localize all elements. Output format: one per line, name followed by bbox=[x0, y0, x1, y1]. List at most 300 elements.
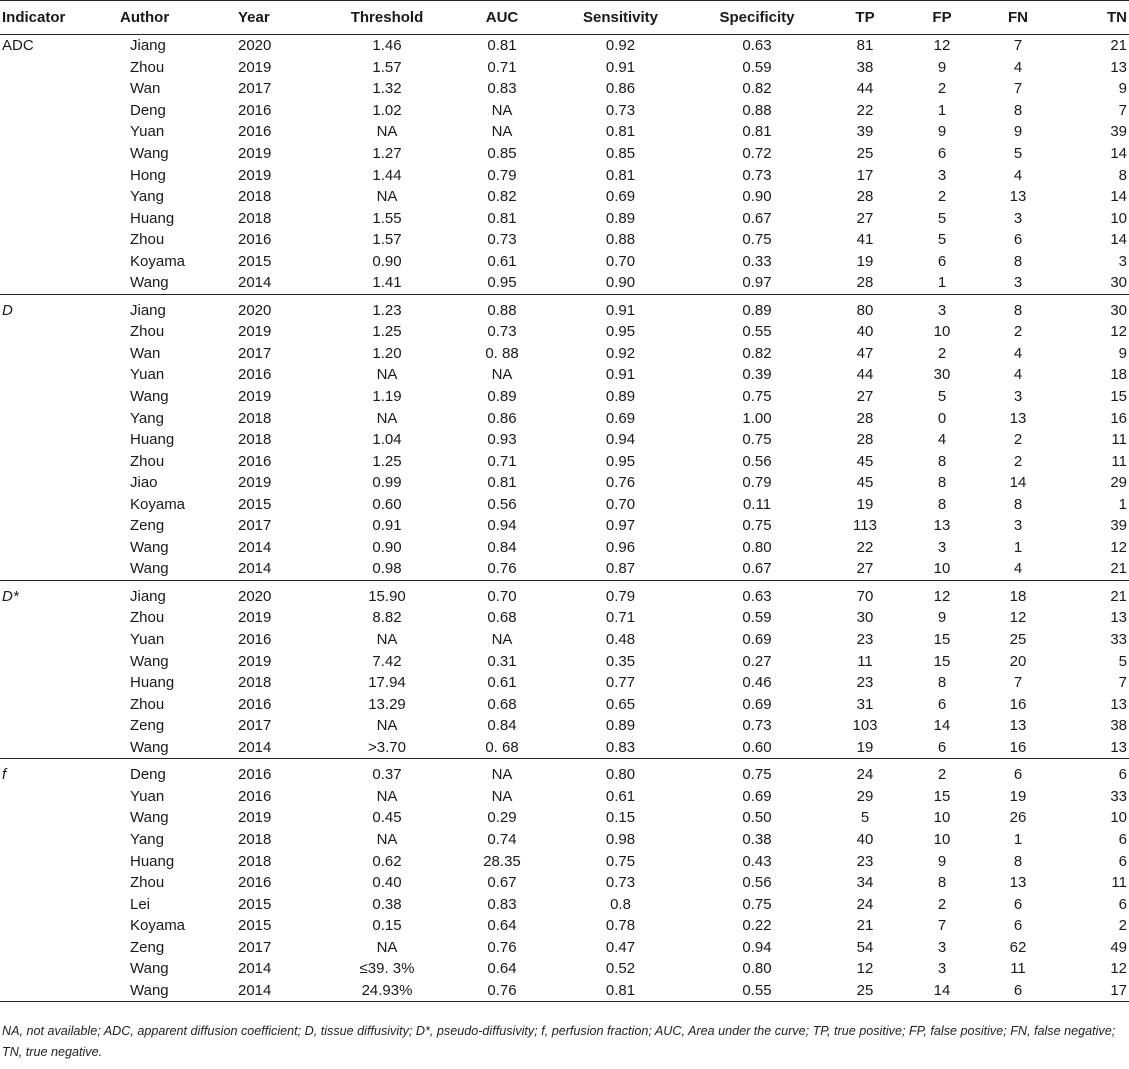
threshold-cell: NA bbox=[376, 409, 398, 427]
fn-cell: 13 bbox=[1009, 409, 1027, 427]
threshold-cell: 1.25 bbox=[372, 452, 402, 470]
fn-cell: 4 bbox=[1013, 166, 1023, 184]
auc-cell: 0.64 bbox=[487, 917, 517, 935]
table-row bbox=[0, 407, 1129, 429]
threshold-cell: 0.37 bbox=[372, 766, 402, 784]
auc-cell: NA bbox=[491, 366, 513, 384]
tp-cell: 11 bbox=[857, 652, 873, 670]
tn-cell: 33 bbox=[1110, 631, 1127, 649]
tp-cell: 19 bbox=[856, 495, 874, 513]
tn-cell: 12 bbox=[1110, 538, 1127, 556]
fp-cell: 10 bbox=[933, 830, 951, 848]
sensitivity-cell: 0.92 bbox=[605, 344, 636, 362]
threshold-cell: NA bbox=[376, 631, 398, 649]
specificity-cell: 0.27 bbox=[742, 652, 772, 670]
sensitivity-cell: 0.89 bbox=[605, 209, 636, 227]
author-cell: Zeng bbox=[130, 717, 165, 735]
sensitivity-cell: 0.80 bbox=[605, 766, 636, 784]
table-row bbox=[0, 78, 1129, 100]
auc-cell: NA bbox=[491, 123, 513, 141]
threshold-cell: >3.70 bbox=[323, 737, 451, 759]
threshold-cell: 13.29 bbox=[368, 695, 406, 713]
tp-cell: 45 bbox=[856, 452, 874, 470]
table-row bbox=[0, 57, 1129, 79]
indicator-cell bbox=[0, 786, 118, 808]
sensitivity-cell: 0.73 bbox=[605, 874, 636, 892]
sensitivity-cell: 0.69 bbox=[605, 188, 636, 206]
specificity-cell: 0.63 bbox=[742, 587, 772, 605]
specificity-cell: 0.55 bbox=[688, 980, 826, 1002]
year-cell: 2019 bbox=[238, 809, 272, 827]
threshold-cell: 1.41 bbox=[323, 272, 451, 294]
fn-cell: 8 bbox=[1013, 852, 1023, 870]
fn-cell: 62 bbox=[1009, 938, 1027, 956]
specificity-cell: 0.67 bbox=[688, 558, 826, 580]
auc-cell: 0.29 bbox=[487, 809, 517, 827]
year-cell: 2016 bbox=[238, 695, 272, 713]
specificity-cell: 0.39 bbox=[742, 366, 772, 384]
year-cell: 2015 bbox=[238, 252, 272, 270]
sensitivity-cell: 0.75 bbox=[605, 852, 636, 870]
table-row bbox=[0, 294, 1129, 321]
fp-cell: 8 bbox=[937, 474, 947, 492]
specificity-cell: 0.67 bbox=[742, 209, 772, 227]
fn-cell: 20 bbox=[1009, 652, 1027, 670]
year-cell: 2016 bbox=[238, 874, 272, 892]
sensitivity-cell: 0.89 bbox=[605, 388, 636, 406]
sensitivity-cell: 0.81 bbox=[553, 980, 688, 1002]
specificity-cell: 0.82 bbox=[742, 80, 772, 98]
auc-cell: 0.83 bbox=[487, 80, 517, 98]
fp-cell: 3 bbox=[937, 938, 947, 956]
fp-cell: 1 bbox=[904, 272, 980, 294]
indicator-cell bbox=[0, 143, 118, 165]
specificity-cell: 0.73 bbox=[742, 717, 772, 735]
threshold-cell: NA bbox=[376, 123, 398, 141]
specificity-cell: 0.38 bbox=[742, 830, 772, 848]
threshold-cell: 1.04 bbox=[372, 431, 402, 449]
author-cell: Jiao bbox=[130, 474, 158, 492]
fn-cell: 6 bbox=[1013, 766, 1023, 784]
year-cell: 2020 bbox=[238, 37, 272, 55]
table-row bbox=[0, 850, 1129, 872]
specificity-cell: 0.22 bbox=[742, 917, 772, 935]
sensitivity-cell: 0.76 bbox=[605, 474, 636, 492]
specificity-cell: 0.94 bbox=[742, 938, 772, 956]
specificity-cell: 0.46 bbox=[742, 674, 772, 692]
fp-cell: 10 bbox=[933, 323, 951, 341]
tn-cell: 6 bbox=[1118, 852, 1127, 870]
table-row bbox=[0, 958, 1129, 980]
auc-cell: 0.31 bbox=[487, 652, 517, 670]
specificity-cell: 0.75 bbox=[742, 517, 772, 535]
fn-cell: 4 bbox=[1013, 58, 1023, 76]
author-cell: Yuan bbox=[130, 631, 165, 649]
fp-cell: 30 bbox=[933, 366, 951, 384]
indicator-cell bbox=[0, 321, 118, 343]
fp-cell: 7 bbox=[937, 917, 947, 935]
auc-cell: NA bbox=[491, 787, 513, 805]
fn-cell: 16 bbox=[1009, 695, 1027, 713]
tp-cell: 21 bbox=[856, 917, 874, 935]
table-row bbox=[0, 607, 1129, 629]
indicator-cell bbox=[0, 229, 118, 251]
tn-cell: 11 bbox=[1111, 874, 1127, 892]
fp-cell: 2 bbox=[937, 344, 947, 362]
fn-cell: 6 bbox=[1013, 917, 1023, 935]
indicator-cell bbox=[0, 958, 118, 980]
tp-cell: 23 bbox=[856, 631, 874, 649]
sensitivity-cell: 0.52 bbox=[605, 960, 636, 978]
header-tn: TN bbox=[1056, 1, 1129, 35]
table-row bbox=[0, 872, 1129, 894]
specificity-cell: 0.11 bbox=[742, 495, 772, 513]
fn-cell: 7 bbox=[1013, 674, 1023, 692]
table-row bbox=[0, 272, 1129, 294]
specificity-cell: 0.75 bbox=[742, 895, 772, 913]
author-cell: Huang bbox=[130, 852, 175, 870]
specificity-cell: 0.97 bbox=[688, 272, 826, 294]
fp-cell: 6 bbox=[904, 737, 980, 759]
fn-cell: 8 bbox=[1013, 495, 1023, 513]
tp-cell: 54 bbox=[856, 938, 874, 956]
year-cell: 2016 bbox=[238, 766, 272, 784]
year-cell: 2018 bbox=[238, 209, 272, 227]
tp-cell: 28 bbox=[826, 272, 904, 294]
indicator-cell bbox=[0, 250, 118, 272]
year-cell: 2014 bbox=[236, 737, 323, 759]
author-cell: Zhou bbox=[130, 323, 165, 341]
tp-cell: 31 bbox=[856, 695, 874, 713]
tp-cell: 103 bbox=[852, 717, 878, 735]
auc-cell: 0.83 bbox=[487, 895, 517, 913]
year-cell: 2018 bbox=[238, 431, 272, 449]
fp-cell: 15 bbox=[933, 652, 951, 670]
fp-cell: 8 bbox=[937, 874, 947, 892]
auc-cell: 0.76 bbox=[487, 938, 517, 956]
fp-cell: 2 bbox=[937, 766, 947, 784]
threshold-cell: 0.91 bbox=[372, 517, 402, 535]
fn-cell: 8 bbox=[1013, 101, 1023, 119]
fp-cell: 5 bbox=[937, 231, 947, 249]
tn-cell: 13 bbox=[1110, 58, 1127, 76]
sensitivity-cell: 0.95 bbox=[605, 323, 636, 341]
year-cell: 2017 bbox=[238, 938, 272, 956]
fp-cell: 2 bbox=[937, 895, 947, 913]
fp-cell: 8 bbox=[937, 674, 947, 692]
fp-cell: 8 bbox=[937, 495, 947, 513]
fp-cell: 14 bbox=[904, 980, 980, 1002]
sensitivity-cell: 0.90 bbox=[553, 272, 688, 294]
fp-cell: 9 bbox=[937, 123, 947, 141]
indicator-cell bbox=[0, 78, 118, 100]
author-cell: Koyama bbox=[130, 917, 186, 935]
tn-cell: 6 bbox=[1118, 766, 1127, 784]
tp-cell: 23 bbox=[856, 852, 874, 870]
fp-cell: 0 bbox=[937, 409, 947, 427]
auc-cell: 0.95 bbox=[451, 272, 553, 294]
year-cell: 2018 bbox=[238, 409, 272, 427]
indicator-cell: ADC bbox=[2, 37, 34, 55]
table-row bbox=[0, 759, 1129, 786]
author-cell: Yang bbox=[130, 830, 164, 848]
threshold-cell: 1.46 bbox=[372, 37, 402, 55]
fn-cell: 8 bbox=[1013, 252, 1023, 270]
tn-cell: 7 bbox=[1118, 101, 1127, 119]
author-cell: Wang bbox=[130, 652, 169, 670]
auc-cell: 0.84 bbox=[487, 538, 517, 556]
author-cell: Zhou bbox=[130, 231, 165, 249]
tn-cell: 9 bbox=[1118, 344, 1127, 362]
table-row bbox=[0, 186, 1129, 208]
indicator-cell bbox=[0, 164, 118, 186]
indicator-cell bbox=[0, 650, 118, 672]
fn-cell: 3 bbox=[1013, 209, 1023, 227]
fn-cell: 14 bbox=[1009, 474, 1027, 492]
fp-cell: 3 bbox=[937, 166, 947, 184]
fn-cell: 19 bbox=[1009, 787, 1027, 805]
tn-cell: 21 bbox=[1056, 558, 1129, 580]
threshold-cell: 1.55 bbox=[372, 209, 402, 227]
sensitivity-cell: 0.70 bbox=[605, 252, 636, 270]
tn-cell: 12 bbox=[1110, 960, 1127, 978]
tp-cell: 47 bbox=[856, 344, 874, 362]
tn-cell: 10 bbox=[1110, 809, 1127, 827]
tp-cell: 41 bbox=[856, 231, 874, 249]
fp-cell: 12 bbox=[933, 587, 951, 605]
year-cell: 2014 bbox=[236, 980, 323, 1002]
fn-cell: 1 bbox=[1013, 538, 1023, 556]
threshold-cell: 8.82 bbox=[372, 609, 402, 627]
sensitivity-cell: 0.91 bbox=[605, 301, 636, 319]
specificity-cell: 0.72 bbox=[742, 145, 772, 162]
author-cell: Yang bbox=[130, 188, 164, 206]
header-row bbox=[0, 1, 1129, 35]
auc-cell: 0.71 bbox=[487, 452, 517, 470]
tn-cell: 33 bbox=[1110, 787, 1127, 805]
fn-cell: 12 bbox=[1009, 609, 1027, 627]
author-cell: Wang bbox=[130, 960, 169, 978]
header-indicator: Indicator bbox=[0, 1, 118, 35]
tn-cell: 3 bbox=[1118, 252, 1127, 270]
indicator-cell bbox=[0, 100, 118, 122]
author-cell: Yuan bbox=[130, 366, 165, 384]
indicator-cell bbox=[0, 515, 118, 537]
indicator-cell bbox=[0, 915, 118, 937]
table-body bbox=[0, 35, 1129, 1002]
sensitivity-cell: 0.91 bbox=[605, 366, 636, 384]
author-cell: Zhou bbox=[130, 58, 165, 76]
auc-cell: 0.93 bbox=[487, 431, 517, 449]
author-cell: Wang bbox=[130, 145, 169, 162]
auc-cell: 0.73 bbox=[487, 231, 517, 249]
sensitivity-cell: 0.97 bbox=[605, 517, 636, 535]
indicator-cell bbox=[0, 207, 118, 229]
sensitivity-cell: 0.86 bbox=[605, 80, 636, 98]
tp-cell: 81 bbox=[856, 37, 874, 55]
tp-cell: 44 bbox=[856, 366, 874, 384]
threshold-cell: 0.40 bbox=[372, 874, 402, 892]
author-cell: Zeng bbox=[130, 517, 165, 535]
header-fn: FN bbox=[980, 1, 1056, 35]
indicator-cell: D* bbox=[2, 587, 19, 605]
sensitivity-cell: 0.85 bbox=[605, 145, 636, 162]
table-row bbox=[0, 472, 1129, 494]
fn-cell: 25 bbox=[1009, 631, 1027, 649]
fn-cell: 16 bbox=[980, 737, 1056, 759]
table-row bbox=[0, 693, 1129, 715]
specificity-cell: 0.43 bbox=[742, 852, 772, 870]
sensitivity-cell: 0.94 bbox=[605, 431, 636, 449]
tn-cell: 14 bbox=[1110, 231, 1127, 249]
table-row bbox=[0, 450, 1129, 472]
tn-cell: 38 bbox=[1110, 717, 1127, 735]
table-row bbox=[0, 893, 1129, 915]
threshold-cell: 1.32 bbox=[372, 80, 402, 98]
specificity-cell: 0.90 bbox=[742, 188, 772, 206]
year-cell: 2015 bbox=[238, 895, 272, 913]
year-cell: 2019 bbox=[238, 652, 272, 670]
tp-cell: 24 bbox=[856, 895, 874, 913]
fp-cell: 3 bbox=[937, 960, 947, 978]
table-row bbox=[0, 672, 1129, 694]
table-row bbox=[0, 558, 1129, 580]
sensitivity-cell: 0.48 bbox=[605, 631, 636, 649]
tn-cell: 14 bbox=[1110, 188, 1127, 206]
header-auc: AUC bbox=[451, 1, 553, 35]
author-cell: Jiang bbox=[130, 37, 166, 55]
indicator-cell bbox=[0, 186, 118, 208]
fp-cell: 6 bbox=[937, 145, 947, 162]
author-cell: Koyama bbox=[130, 252, 186, 270]
threshold-cell: ≤39. 3% bbox=[359, 960, 415, 978]
threshold-cell: NA bbox=[376, 717, 398, 735]
year-cell: 2018 bbox=[238, 852, 272, 870]
tn-cell: 17 bbox=[1056, 980, 1129, 1002]
year-cell: 2019 bbox=[238, 58, 272, 76]
header-year: Year bbox=[236, 1, 323, 35]
header-sensitivity: Sensitivity bbox=[553, 1, 688, 35]
author-cell: Zeng bbox=[130, 938, 165, 956]
indicator-cell bbox=[0, 272, 118, 294]
tn-cell: 13 bbox=[1110, 695, 1127, 713]
table-row bbox=[0, 737, 1129, 759]
tp-cell: 28 bbox=[856, 431, 874, 449]
table-row bbox=[0, 786, 1129, 808]
auc-cell: 0.79 bbox=[487, 166, 517, 184]
auc-cell: 0. 68 bbox=[451, 737, 553, 759]
tp-cell: 17 bbox=[856, 166, 874, 184]
author-cell: Wang bbox=[130, 538, 169, 556]
indicator-cell: f bbox=[2, 766, 7, 784]
author-cell: Wang bbox=[118, 980, 236, 1002]
fp-cell: 10 bbox=[904, 558, 980, 580]
tn-cell: 21 bbox=[1110, 37, 1127, 55]
auc-cell: NA bbox=[491, 766, 513, 784]
author-cell: Deng bbox=[130, 766, 166, 784]
indicator-cell bbox=[0, 629, 118, 651]
year-cell: 2018 bbox=[238, 830, 272, 848]
tp-cell: 27 bbox=[856, 209, 874, 227]
sensitivity-cell: 0.73 bbox=[605, 101, 636, 119]
author-cell: Huang bbox=[130, 209, 175, 227]
specificity-cell: 0.81 bbox=[742, 123, 772, 141]
fp-cell: 9 bbox=[937, 852, 947, 870]
threshold-cell: 7.42 bbox=[372, 652, 402, 670]
tp-cell: 40 bbox=[856, 830, 874, 848]
tn-cell: 39 bbox=[1110, 517, 1127, 535]
year-cell: 2016 bbox=[238, 366, 272, 384]
fn-cell: 2 bbox=[1013, 323, 1023, 341]
tp-cell: 24 bbox=[856, 766, 874, 784]
sensitivity-cell: 0.98 bbox=[605, 830, 636, 848]
year-cell: 2016 bbox=[238, 452, 272, 470]
threshold-cell: 0.62 bbox=[372, 852, 402, 870]
sensitivity-cell: 0.71 bbox=[605, 609, 636, 627]
specificity-cell: 0.69 bbox=[742, 787, 772, 805]
table-row bbox=[0, 100, 1129, 122]
author-cell: Yuan bbox=[130, 123, 165, 141]
sensitivity-cell: 0.61 bbox=[605, 787, 636, 805]
tn-cell: 30 bbox=[1056, 272, 1129, 294]
table-row bbox=[0, 343, 1129, 365]
threshold-cell: 0.98 bbox=[323, 558, 451, 580]
threshold-cell: 1.27 bbox=[372, 145, 402, 162]
header-fp: FP bbox=[904, 1, 980, 35]
auc-cell: 0.76 bbox=[451, 980, 553, 1002]
fn-cell: 7 bbox=[1013, 37, 1023, 55]
year-cell: 2016 bbox=[238, 631, 272, 649]
fn-cell: 4 bbox=[1013, 366, 1023, 384]
sensitivity-cell: 0.83 bbox=[553, 737, 688, 759]
specificity-cell: 0.56 bbox=[742, 874, 772, 892]
tn-cell: 13 bbox=[1056, 737, 1129, 759]
fp-cell: 10 bbox=[933, 809, 951, 827]
year-cell: 2018 bbox=[238, 188, 272, 206]
fn-cell: 4 bbox=[980, 558, 1056, 580]
indicator-cell bbox=[0, 850, 118, 872]
tn-cell: 10 bbox=[1110, 209, 1127, 227]
author-cell: Deng bbox=[130, 101, 166, 119]
specificity-cell: 0.82 bbox=[742, 344, 772, 362]
header-author: Author bbox=[118, 1, 236, 35]
author-cell: Wang bbox=[130, 388, 169, 406]
tn-cell: 13 bbox=[1110, 609, 1127, 627]
threshold-cell: 1.20 bbox=[372, 344, 402, 362]
fn-cell: 13 bbox=[1009, 717, 1027, 735]
fn-cell: 6 bbox=[1013, 231, 1023, 249]
indicator-cell bbox=[0, 386, 118, 408]
tn-cell: 9 bbox=[1118, 80, 1127, 98]
tn-cell: 7 bbox=[1118, 674, 1127, 692]
specificity-cell: 0.88 bbox=[742, 101, 772, 119]
sensitivity-cell: 0.79 bbox=[605, 587, 636, 605]
tn-cell: 14 bbox=[1110, 145, 1127, 162]
indicator-cell bbox=[0, 450, 118, 472]
threshold-cell: 1.19 bbox=[372, 388, 402, 406]
table-row bbox=[0, 493, 1129, 515]
fp-cell: 2 bbox=[937, 80, 947, 98]
table-row bbox=[0, 650, 1129, 672]
tp-cell: 12 bbox=[856, 960, 874, 978]
year-cell: 2019 bbox=[238, 609, 272, 627]
author-cell: Wang bbox=[118, 272, 236, 294]
specificity-cell: 0.63 bbox=[742, 37, 772, 55]
specificity-cell: 0.59 bbox=[742, 58, 772, 76]
tn-cell: 2 bbox=[1118, 917, 1127, 935]
auc-cell: 0.89 bbox=[487, 388, 517, 406]
tp-cell: 27 bbox=[856, 388, 874, 406]
